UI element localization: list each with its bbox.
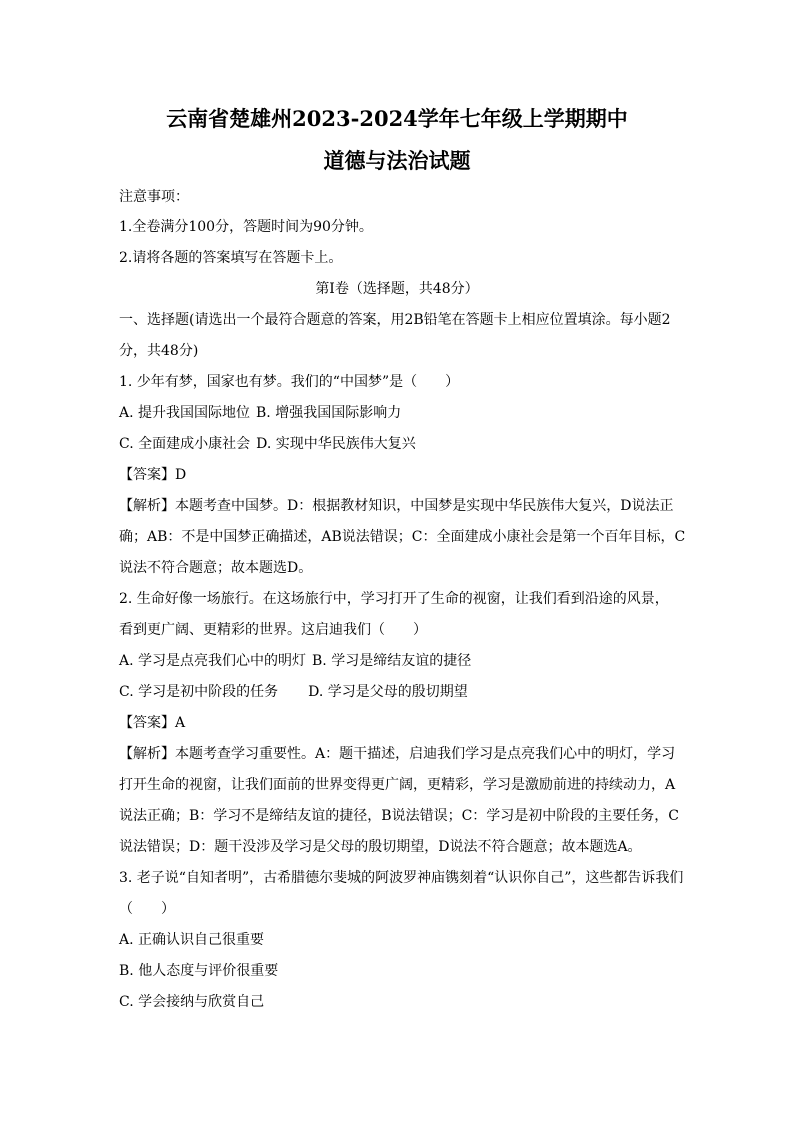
- q3-stem-line2: （ ）: [119, 901, 175, 917]
- q2-stem-line1: 2. 生命好像一场旅行。在这场旅行中，学习打开了生命的视窗，让我们看到沿途的风景，: [119, 591, 669, 607]
- q1-option-a: A. 提升我国国际地位: [119, 405, 251, 421]
- q3-option-b: B. 他人态度与评价很重要: [119, 963, 279, 979]
- q2-analysis-line4: 说法错误；D：题干没涉及学习是父母的殷切期望，D说法不符合题意；故本题选A。: [119, 839, 642, 855]
- q1-options-row1: [119, 404, 401, 422]
- q1-option-d: D. 实现中华民族伟大复兴: [256, 436, 416, 452]
- q2-options-row2: [119, 683, 468, 701]
- q1-answer: 【答案】D: [119, 467, 187, 483]
- q2-stem-line2: 看到更广阔、更精彩的世界。这启迪我们（ ）: [119, 622, 427, 638]
- q2-analysis-line1: 【解析】本题考查学习重要性。A：题干描述，启迪我们学习是点亮我们心中的明灯，学习: [119, 746, 676, 762]
- q2-answer: 【答案】A: [119, 715, 186, 731]
- q1-options-row2: [119, 435, 416, 453]
- section-instructions-line1: 一、选择题(请选出一个最符合题意的答案，用2B铅笔在答题卡上相应位置填涂。每小题2: [119, 312, 671, 328]
- q1-option-b: B. 增强我国国际影响力: [256, 405, 402, 421]
- q3-stem-line1: 3. 老子说“自知者明”，古希腊德尔斐城的阿波罗神庙镌刻着“认识你自己”，这些都告诉我们: [119, 870, 684, 886]
- q2-analysis-line3: 说法正确；B：学习不是缔结友谊的捷径，B说法错误；C：学习是初中阶段的主要任务，C: [119, 808, 679, 824]
- q2-option-c: C. 学习是初中阶段的任务: [119, 684, 279, 700]
- q1-stem: 1. 少年有梦，国家也有梦。我们的“中国梦”是（ ）: [119, 374, 460, 390]
- part-heading: 第I卷（选择题，共48分）: [315, 281, 479, 297]
- document-title-line2: 道德与法治试题: [323, 148, 471, 173]
- q1-analysis-line3: 说法不符合题意；故本题选D。: [119, 560, 313, 576]
- q1-analysis-line2: 确；AB：不是中国梦正确描述，AB说法错误；C：全面建成小康社会是第一个百年目标，C: [119, 529, 686, 545]
- notice-item-1: 1.全卷满分100分，答题时间为90分钟。: [119, 219, 373, 235]
- q3-option-a: A. 正确认识自己很重要: [119, 932, 265, 948]
- q2-option-d: D. 学习是父母的殷切期望: [308, 684, 468, 700]
- q2-analysis-line2: 打开生命的视窗，让我们面前的世界变得更广阔，更精彩，学习是激励前进的持续动力，A: [119, 777, 676, 793]
- q2-options-row1: [119, 652, 471, 670]
- q2-option-a: A. 学习是点亮我们心中的明灯: [119, 653, 307, 669]
- q2-option-b: B. 学习是缔结友谊的捷径: [312, 653, 472, 669]
- notice-item-2: 2.请将各题的答案填写在答题卡上。: [119, 250, 343, 266]
- q1-option-c: C. 全面建成小康社会: [119, 436, 251, 452]
- notice-label: 注意事项：: [119, 189, 189, 205]
- q3-option-c: C. 学会接纳与欣赏自己: [119, 994, 265, 1010]
- q1-analysis-line1: 【解析】本题考查中国梦。D：根据教材知识，中国梦是实现中华民族伟大复兴，D说法正: [119, 498, 674, 514]
- document-title-line1: 云南省楚雄州2023-2024学年七年级上学期期中: [166, 106, 628, 131]
- section-instructions-line2: 分，共48分): [119, 343, 199, 359]
